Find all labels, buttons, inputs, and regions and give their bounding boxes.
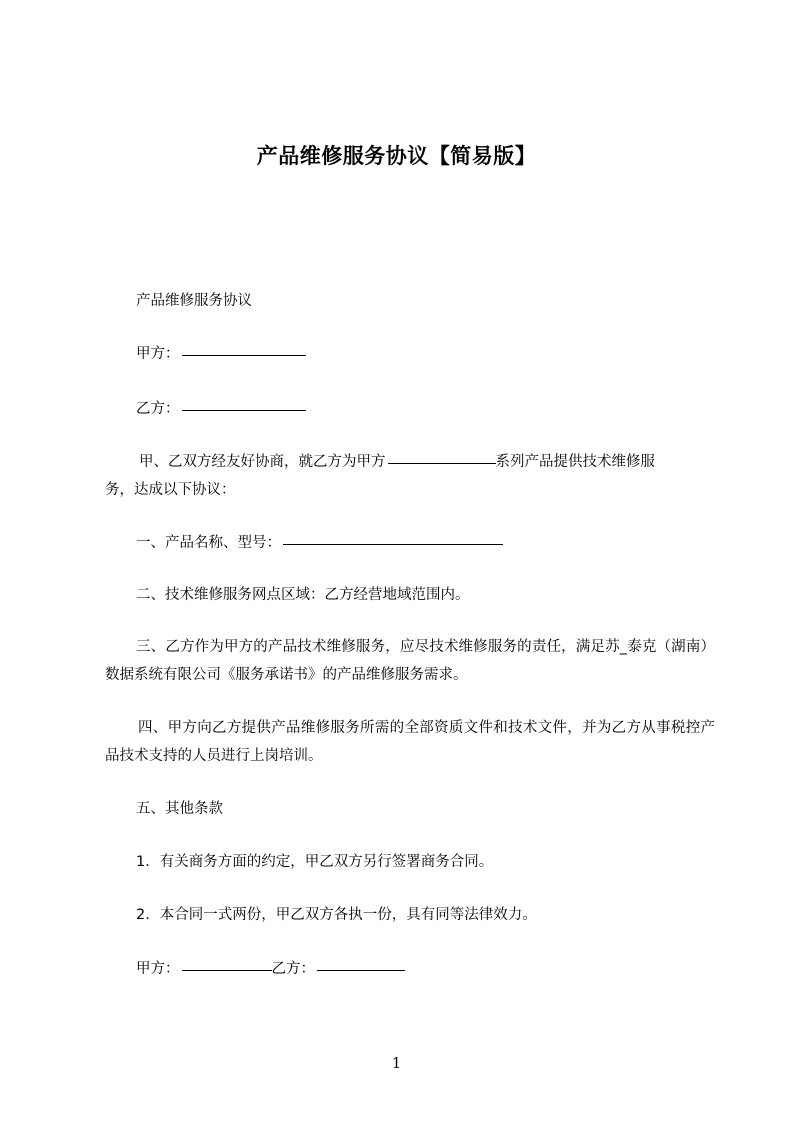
clause-5-heading: 五、其他条款 — [136, 801, 223, 817]
clause-1-label: 一、产品名称、型号： — [136, 535, 281, 551]
sign-party-b-label: 乙方： — [271, 961, 315, 977]
party-b-line — [136, 396, 741, 422]
clause-4: 四、甲方向乙方提供产品维修服务所需的全部资质文件和技术文件，并为乙方从事税控产品技术支持的人员进行上岗培训。 — [105, 720, 715, 764]
clause-3: 三、乙方作为甲方的产品技术维修服务，应尽技术维修服务的责任，满足苏_泰克（湖南）数据系统有限公司《服务承诺书》的产品维修服务需求。 — [105, 639, 715, 683]
sign-party-a-blank — [182, 969, 272, 971]
party-a-blank — [182, 354, 306, 356]
product-model-blank — [283, 543, 503, 545]
product-series-blank — [388, 462, 496, 464]
sign-party-b-blank — [317, 969, 405, 971]
signature-line — [136, 956, 741, 982]
clause-5-item-2: 2．本合同一式两份，甲乙双方各执一份，具有同等法律效力。 — [136, 907, 537, 923]
party-a-line — [136, 341, 741, 367]
clause-5-item-1: 1．有关商务方面的约定，甲乙双方另行签署商务合同。 — [136, 854, 494, 870]
intro-text-3: 务，达成以下协议： — [105, 482, 236, 498]
page-number: 1 — [391, 1054, 402, 1072]
party-b-blank — [182, 409, 306, 411]
document-title: 产品维修服务协议【简易版】 — [256, 144, 537, 168]
sign-party-a-label: 甲方： — [136, 961, 180, 977]
intro-text-2: 系列产品提供技术维修服 — [495, 454, 655, 470]
clause-1 — [136, 530, 741, 556]
intro-line-1 — [139, 449, 744, 475]
clause-2: 二、技术维修服务网点区域：乙方经营地域范围内。 — [136, 587, 470, 603]
party-b-label: 乙方： — [136, 401, 180, 417]
party-a-label: 甲方： — [136, 346, 180, 362]
agreement-heading: 产品维修服务协议 — [136, 293, 252, 309]
intro-text-1: 甲、乙双方经友好协商，就乙方为甲方 — [139, 454, 386, 470]
